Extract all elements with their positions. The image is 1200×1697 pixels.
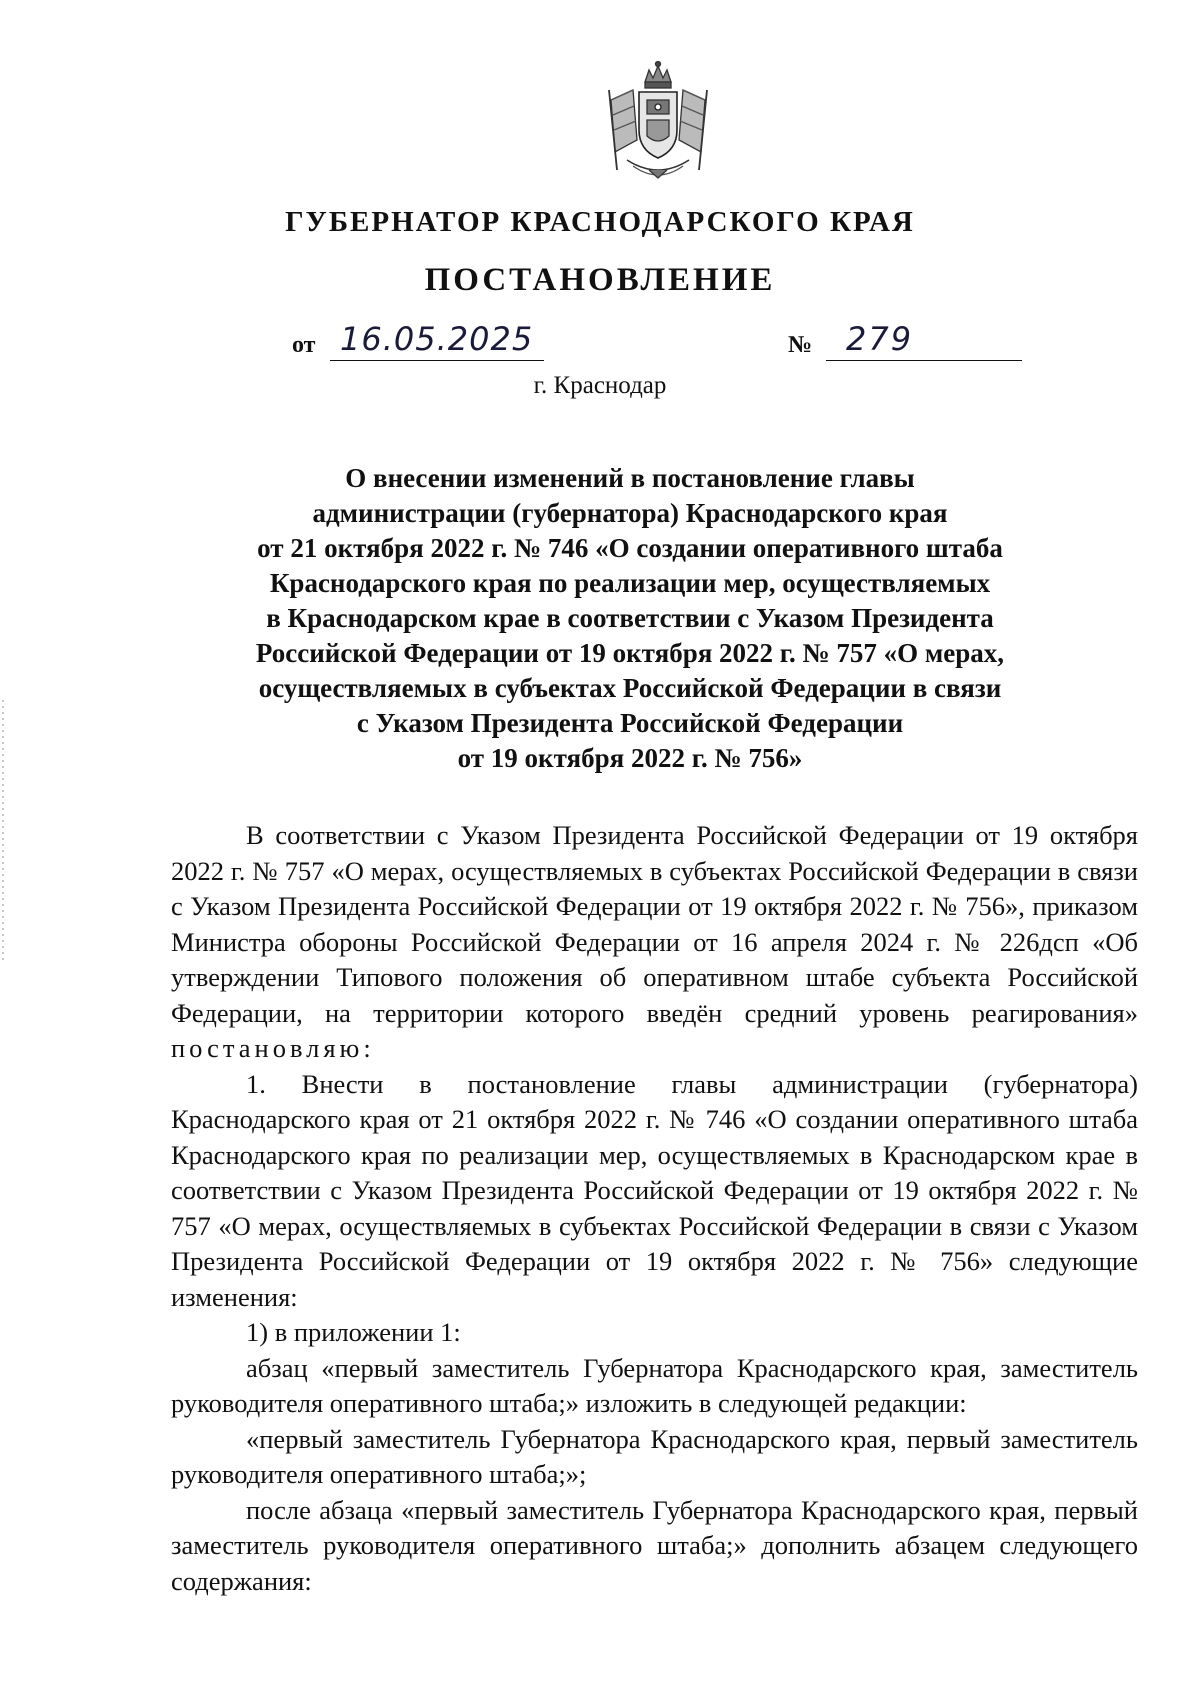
preamble-paragraph — [171, 818, 1138, 1067]
clause-1-paragraph: 1. Внести в постановление главы администрации (губернатора) Краснодарского края от 21 октября 2022 г. № 746 «О создании оперативного штаба Краснодарского края по реализации мер, осуществляемых в Краснодарском крае в соответствии с Указом Президента Российской Федерации от 19 октября 2022 г. № 757 «О мерах, осуществляемых в субъектах Российской Федерации в связи с Указом Президента Российской Федерации от 19 октября 2022 г. № 756» следующие изменения: — [171, 1068, 1138, 1312]
city: г. Краснодар — [533, 372, 667, 399]
handwritten-number: 279 — [846, 320, 914, 358]
date-number-row — [0, 320, 1200, 366]
number-underline — [826, 360, 1022, 361]
subject-line: О внесении изменений в постановление главы — [345, 463, 915, 493]
document-subject — [220, 461, 1040, 776]
subject-line: в Краснодарском крае в соответствии с Указом Президента — [266, 603, 994, 633]
subject-line: Российской Федерации от 19 октября 2022 г. № 757 «О мерах, — [255, 638, 1005, 668]
date-label: от — [292, 332, 316, 358]
document-type-title: ПОСТАНОВЛЕНИЕ — [424, 262, 776, 298]
subject-line: от 19 октября 2022 г. № 756» — [457, 743, 803, 773]
preamble-text: В соответствии с Указом Президента Российской Федерации от 19 октября 2022 г. № 757 «О мерах, осуществляемых в субъектах Российской Федерации в связи с Указом Президента Российской Федерации от 19 октября 2022 г. № 756», приказом Министра обороны Российской Федерации от 16 апреля 2024 г. № 226дсп «Об утверждении Типового положения об оперативном штабе субъекта Российской Федерации, на территории которого введён средний уровень реагирования» — [171, 820, 1138, 1028]
amendment-paragraph: абзац «первый заместитель Губернатора Краснодарского края, заместитель руководителя оперативного штаба;» изложить в следующей редакции: — [171, 1352, 1138, 1418]
date-underline — [330, 360, 544, 361]
subject-line: Краснодарского края по реализации мер, осуществляемых — [269, 568, 991, 598]
new-wording-paragraph: «первый заместитель Губернатора Краснодарского края, первый заместитель руководителя оперативного штаба;»; — [171, 1423, 1138, 1489]
subject-line: с Указом Президента Российской Федерации — [356, 708, 904, 738]
coat-of-arms-emblem — [603, 60, 713, 185]
number-label: № — [788, 332, 813, 358]
handwritten-date: 16.05.2025 — [340, 320, 534, 358]
document-body — [171, 818, 1138, 1599]
decree-word: постановляю: — [171, 1033, 375, 1063]
scan-edge-artifact — [2, 700, 4, 960]
subject-line: администрации (губернатора) Краснодарского края — [312, 498, 948, 528]
subject-line: от 21 октября 2022 г. № 746 «О создании оперативного штаба — [257, 533, 1003, 563]
subject-line: осуществляемых в субъектах Российской Федерации в связи — [258, 673, 1002, 703]
addition-paragraph: после абзаца «первый заместитель Губернатора Краснодарского края, первый заместитель руководителя оперативного штаба;» дополнить абзацем следующего содержания: — [171, 1494, 1138, 1596]
subclause-1-paragraph: 1) в приложении 1: — [246, 1317, 461, 1347]
issuing-authority: ГУБЕРНАТОР КРАСНОДАРСКОГО КРАЯ — [285, 206, 915, 238]
